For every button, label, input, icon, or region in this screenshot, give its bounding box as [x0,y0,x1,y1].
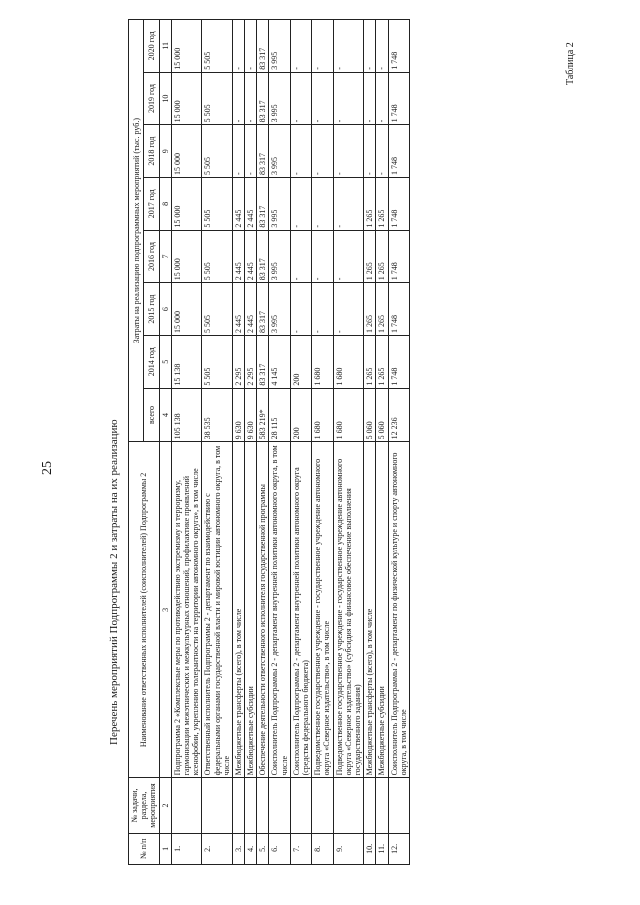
row-task-cell [232,778,244,833]
row-number-cell: 5. [257,833,269,864]
row-task-cell [388,778,409,833]
table-row [269,20,290,865]
row-value-cell: 1 748 [388,72,409,125]
row-value-cell: 83 317 [257,125,269,178]
table-row [257,20,269,865]
row-value-cell: - [232,125,244,178]
row-name-cell: Соисполнитель Подпрограммы 2 - департамент по физической культуре и спорту автономного округа, в том числе [388,442,409,778]
row-value-cell: 1 265 [364,178,376,231]
row-task-cell [257,778,269,833]
row-value-cell: 15 138 [171,335,202,388]
index-cell: 8 [159,178,171,231]
index-cell: 7 [159,230,171,283]
row-value-cell: 1 265 [364,283,376,336]
row-value-cell: 2 445 [245,283,257,336]
row-value-cell: - [290,20,311,73]
row-value-cell: 83 317 [257,335,269,388]
row-number-cell: 11. [376,833,388,864]
row-number-cell: 8. [312,833,333,864]
row-value-cell: 2 295 [245,335,257,388]
index-cell: 2 [159,778,171,833]
row-value-cell: 1 748 [388,125,409,178]
row-value-cell: 5 505 [202,283,233,336]
index-cell: 1 [159,833,171,864]
row-task-cell [376,778,388,833]
row-number-cell: 4. [245,833,257,864]
row-value-cell: - [232,72,244,125]
row-value-cell: 3 995 [269,178,290,231]
index-cell: 4 [159,388,171,442]
table-row [290,20,311,865]
index-cell: 6 [159,283,171,336]
row-value-cell: 3 995 [269,125,290,178]
row-value-cell: 1 265 [376,283,388,336]
row-task-cell [245,778,257,833]
row-task-cell [269,778,290,833]
row-value-cell: - [364,125,376,178]
row-value-cell: - [312,230,333,283]
row-value-cell: 5 505 [202,178,233,231]
row-value-cell: - [364,72,376,125]
row-value-cell: - [290,72,311,125]
row-name-cell: Межбюджетные субсидии [245,442,257,778]
row-value-cell: - [245,20,257,73]
row-number-cell: 10. [364,833,376,864]
page-number: 25 [40,461,55,475]
table-row [171,20,202,865]
row-value-cell: 5 505 [202,230,233,283]
row-value-cell: 15 000 [171,72,202,125]
table-label: Таблица 2 [565,42,576,85]
row-value-cell: 1 748 [388,230,409,283]
table-row [312,20,333,865]
row-task-cell [290,778,311,833]
row-value-cell: 83 317 [257,20,269,73]
row-value-cell: - [364,20,376,73]
row-value-cell: 15 000 [171,178,202,231]
row-task-cell [333,778,364,833]
row-number-cell: 12. [388,833,409,864]
table-row [202,20,233,865]
index-row [159,20,171,865]
row-value-cell: 15 000 [171,20,202,73]
year-header: всего [144,388,159,442]
row-value-cell: - [290,230,311,283]
row-value-cell: 1 748 [388,283,409,336]
row-name-cell: Подведомственное государственное учреждение - государственное учреждение автономного округа «Северное издательство», в том числе [312,442,333,778]
row-value-cell: 9 630 [232,388,244,442]
row-value-cell: 28 115 [269,388,290,442]
row-value-cell: 2 445 [245,230,257,283]
row-value-cell: 83 317 [257,230,269,283]
row-value-cell: 83 317 [257,72,269,125]
row-value-cell: 83 317 [257,178,269,231]
row-task-cell [171,778,202,833]
row-number-cell: 2. [202,833,233,864]
year-header: 2019 год [144,72,159,125]
row-value-cell: 1 748 [388,178,409,231]
row-name-cell: Соисполнитель Подпрограммы 2 - департамент внутренней политики автономного округа (средства федерального бюджета) [290,442,311,778]
row-value-cell: - [376,72,388,125]
index-cell: 5 [159,335,171,388]
row-name-cell: Соисполнитель Подпрограммы 2 - департамент внутренней политики автономного округа, в том числе [269,442,290,778]
year-header: 2017 год [144,178,159,231]
row-value-cell: 5 505 [202,72,233,125]
table-row [245,20,257,865]
table-row [333,20,364,865]
row-value-cell: 5 505 [202,125,233,178]
row-value-cell: - [376,125,388,178]
header-task: № задачи, раздела, мероприятия [129,778,160,833]
index-cell: 3 [159,442,171,778]
row-value-cell: - [333,230,364,283]
row-value-cell: 2 445 [232,178,244,231]
index-cell: 10 [159,72,171,125]
row-value-cell: - [312,125,333,178]
row-name-cell: Межбюджетные трансферты (всего), в том числе [364,442,376,778]
row-value-cell: - [290,178,311,231]
table-row [376,20,388,865]
row-value-cell: 4 145 [269,335,290,388]
row-value-cell: 12 236 [388,388,409,442]
header-num: № п/п [129,833,160,864]
row-value-cell: - [290,125,311,178]
row-name-cell: Подпрограмма 2 «Комплексные меры по противодействию экстремизму и терроризму, гармонизации межэтнических и межкультурных отношений, профилактике проявлений ксенофобии, укреплению толерантности на территории автономного округа», в том числе [171,442,202,778]
row-value-cell: 1 680 [333,335,364,388]
row-value-cell: 83 317 [257,283,269,336]
row-value-cell: 2 445 [245,178,257,231]
table-title: Перечень мероприятий Подпрограммы 2 и затраты на их реализацию [108,419,120,745]
row-value-cell: 5 505 [202,20,233,73]
row-value-cell: - [232,20,244,73]
row-value-cell: - [333,283,364,336]
row-value-cell: - [290,283,311,336]
row-value-cell: 105 138 [171,388,202,442]
row-value-cell: 583 219* [257,388,269,442]
row-name-cell: Обеспечение деятельности ответственного исполнителя государственной программы [257,442,269,778]
year-header: 2016 год [144,230,159,283]
row-value-cell: 5 060 [364,388,376,442]
row-value-cell: - [376,20,388,73]
row-value-cell: 9 630 [245,388,257,442]
year-header: 2020 год [144,20,159,73]
header-row [129,20,144,865]
table-body [171,20,409,865]
index-cell: 11 [159,20,171,73]
row-value-cell: - [312,20,333,73]
table-row [388,20,409,865]
row-value-cell: 5 505 [202,335,233,388]
row-value-cell: - [333,72,364,125]
row-value-cell: 1 265 [376,230,388,283]
row-value-cell: - [312,283,333,336]
row-value-cell: 1 265 [376,335,388,388]
row-number-cell: 3. [232,833,244,864]
row-value-cell: 3 995 [269,230,290,283]
row-task-cell [312,778,333,833]
row-value-cell: 38 535 [202,388,233,442]
row-value-cell: 2 445 [232,283,244,336]
row-value-cell: 1 265 [376,178,388,231]
row-number-cell: 7. [290,833,311,864]
row-task-cell [364,778,376,833]
table-row [364,20,376,865]
row-name-cell: Межбюджетные субсидии [376,442,388,778]
header-name: Наименование ответственных исполнителей (соисполнителей) Подпрограммы 2 [129,442,160,778]
row-value-cell: 3 995 [269,20,290,73]
row-value-cell: - [312,72,333,125]
row-value-cell: 15 000 [171,230,202,283]
row-number-cell: 9. [333,833,364,864]
row-value-cell: 3 995 [269,72,290,125]
costs-table [128,19,410,865]
year-header: 2015 год [144,283,159,336]
row-value-cell: 200 [290,335,311,388]
row-name-cell: Ответственный исполнитель Подпрограммы 2 - департамент по взаимодействию с федеральными органами государственной власти и мировой юстиции автономного округа, в том числе [202,442,233,778]
row-value-cell: - [245,72,257,125]
row-value-cell: 2 295 [232,335,244,388]
row-number-cell: 6. [269,833,290,864]
row-number-cell: 1. [171,833,202,864]
row-value-cell: - [245,125,257,178]
year-header: 2014 год [144,335,159,388]
row-value-cell: 15 000 [171,125,202,178]
row-value-cell: - [333,125,364,178]
row-task-cell [202,778,233,833]
row-value-cell: 200 [290,388,311,442]
row-value-cell: 5 060 [376,388,388,442]
row-value-cell: - [312,178,333,231]
row-value-cell: 2 445 [232,230,244,283]
row-value-cell: 3 995 [269,283,290,336]
row-value-cell: - [333,20,364,73]
row-value-cell: - [333,178,364,231]
row-value-cell: 1 680 [333,388,364,442]
row-value-cell: 1 265 [364,230,376,283]
header-costs: Затраты на реализацию подпрограммных мероприятий (тыс. руб.) [129,20,144,442]
row-value-cell: 15 000 [171,283,202,336]
row-value-cell: 1 680 [312,388,333,442]
year-header: 2018 год [144,125,159,178]
table-row [232,20,244,865]
row-value-cell: 1 265 [364,335,376,388]
row-value-cell: 1 748 [388,335,409,388]
row-name-cell: Подведомственное государственное учреждение - государственное учреждение автономного округа «Северное издательство» (субсидия на финансовое обеспечение выполнения государственного задания) [333,442,364,778]
row-value-cell: 1 680 [312,335,333,388]
index-cell: 9 [159,125,171,178]
row-name-cell: Межбюджетные трансферты (всего), в том числе [232,442,244,778]
row-value-cell: 1 748 [388,20,409,73]
